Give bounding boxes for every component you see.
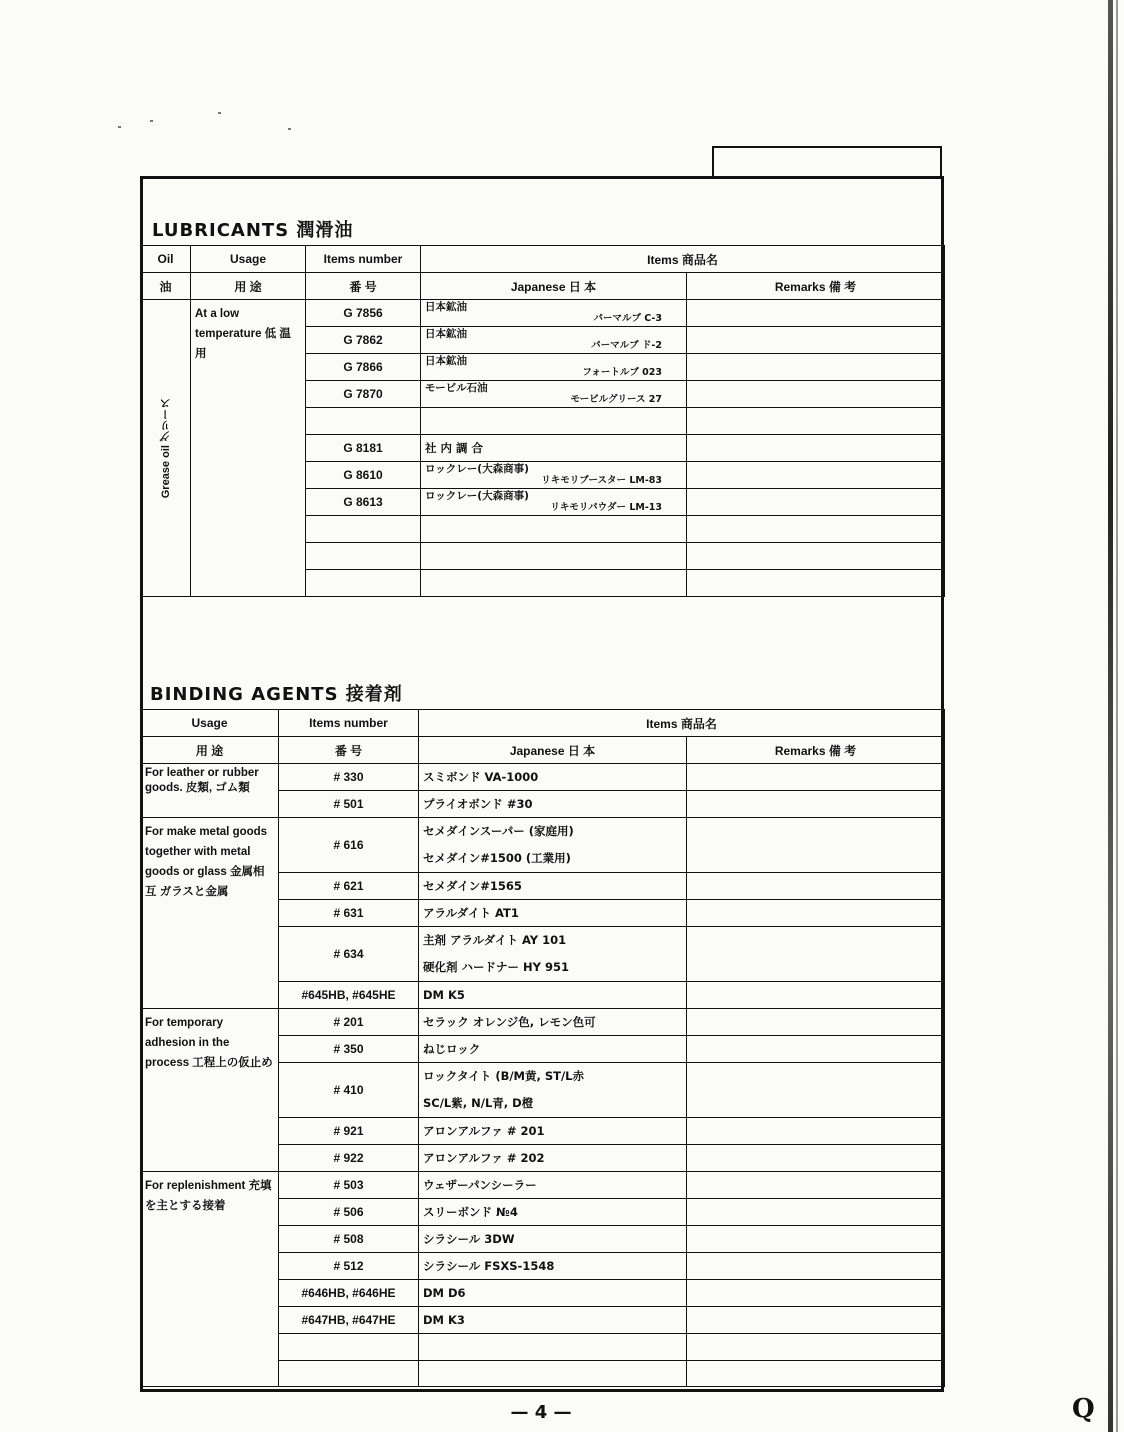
japanese-cell: セメダイン#1565 [419, 873, 687, 900]
lubricants-title: LUBRICANTS 潤滑油 [152, 220, 354, 241]
product: リキモリパウダー LM-13 [550, 502, 662, 513]
header-oil-jp: 油 [141, 273, 191, 300]
maker: 日本鉱油 [425, 301, 467, 313]
remarks-cell [687, 543, 945, 570]
usage-group-leather: For leather or rubber goods. 皮類, ゴム類 [141, 764, 279, 818]
scan-speck [150, 120, 153, 122]
maker: 日本鉱油 [425, 355, 467, 367]
remarks-cell [687, 1307, 945, 1334]
header-items-number-jp: 番 号 [279, 737, 419, 764]
item-number: # 330 [279, 764, 419, 791]
remarks-cell [687, 1280, 945, 1307]
remarks-cell [687, 1118, 945, 1145]
header-oil: Oil [141, 246, 191, 273]
item-number [306, 570, 421, 597]
header-items-number: Items number [306, 246, 421, 273]
japanese-cell: スリーボンド №4 [419, 1199, 687, 1226]
remarks-cell [687, 927, 945, 982]
header-items-number: Items number [279, 710, 419, 737]
item-number: # 501 [279, 791, 419, 818]
japanese-cell: アラルダイト AT1 [419, 900, 687, 927]
japanese-cell: アロンアルファ # 202 [419, 1145, 687, 1172]
item-number: G 8610 [306, 462, 421, 489]
japanese-cell [419, 1334, 687, 1361]
scan-edge-line [1116, 0, 1118, 1432]
remarks-cell [687, 900, 945, 927]
remarks-cell [687, 791, 945, 818]
japanese-cell: スミボンド VA-1000 [419, 764, 687, 791]
remarks-cell [687, 1199, 945, 1226]
remarks-cell [687, 408, 945, 435]
remarks-cell [687, 1145, 945, 1172]
page-number: — 4 — [510, 1402, 572, 1423]
item-number: # 921 [279, 1118, 419, 1145]
item-number: # 201 [279, 1009, 419, 1036]
item-number: G 8181 [306, 435, 421, 462]
japanese-line: SC/L紫, N/L青, D橙 [423, 1096, 534, 1110]
header-remarks: Remarks 備 考 [687, 737, 945, 764]
scan-speck [288, 128, 291, 130]
japanese-cell [419, 927, 687, 982]
japanese-cell [421, 381, 687, 408]
remarks-cell [687, 873, 945, 900]
japanese-cell [421, 462, 687, 489]
scan-edge [1108, 0, 1113, 1432]
usage-group-temporary: For temporary adhesion in the process 工程上の仮止め [141, 1009, 279, 1172]
corner-tab-box [712, 146, 942, 176]
japanese-cell [421, 354, 687, 381]
japanese-cell [421, 543, 687, 570]
japanese-cell: プライオボンド #30 [419, 791, 687, 818]
remarks-cell [687, 1253, 945, 1280]
item-number: # 503 [279, 1172, 419, 1199]
item-number: G 8613 [306, 489, 421, 516]
item-number: G 7862 [306, 327, 421, 354]
japanese-line: セメダインスーパー (家庭用) [423, 824, 574, 838]
item-number: G 7856 [306, 300, 421, 327]
remarks-cell [687, 1334, 945, 1361]
japanese-line: セメダイン#1500 (工業用) [423, 851, 571, 865]
maker: ロックレー(大森商事) [425, 463, 529, 475]
japanese-cell [421, 516, 687, 543]
remarks-cell [687, 1361, 945, 1387]
remarks-cell [687, 381, 945, 408]
binding-table [140, 709, 945, 1387]
item-number: # 410 [279, 1063, 419, 1118]
binding-title: BINDING AGENTS 接着剤 [150, 684, 403, 705]
item-number: # 512 [279, 1253, 419, 1280]
remarks-cell [687, 982, 945, 1009]
item-number [279, 1361, 419, 1387]
japanese-cell [419, 1361, 687, 1387]
japanese-cell: DM D6 [419, 1280, 687, 1307]
japanese-cell [419, 818, 687, 873]
japanese-cell [421, 408, 687, 435]
item-number [306, 408, 421, 435]
item-number: # 621 [279, 873, 419, 900]
item-number: G 7870 [306, 381, 421, 408]
remarks-cell [687, 354, 945, 381]
corner-handwritten-mark: Q [1072, 1394, 1095, 1424]
scan-speck [118, 126, 121, 128]
remarks-cell [687, 462, 945, 489]
remarks-cell [687, 327, 945, 354]
japanese-cell: 社 内 調 合 [421, 435, 687, 462]
remarks-cell [687, 435, 945, 462]
japanese-cell: シラシール FSXS-1548 [419, 1253, 687, 1280]
header-usage: Usage [191, 246, 306, 273]
item-number: # 508 [279, 1226, 419, 1253]
lubricants-table [140, 245, 945, 597]
japanese-cell: DM K5 [419, 982, 687, 1009]
maker: ロックレー(大森商事) [425, 490, 529, 502]
remarks-cell [687, 818, 945, 873]
oil-type-label: Grease oil グリース [159, 397, 172, 499]
maker: モービル石油 [425, 382, 488, 394]
header-usage: Usage [141, 710, 279, 737]
japanese-cell: ねじロック [419, 1036, 687, 1063]
item-number: # 922 [279, 1145, 419, 1172]
item-number [279, 1334, 419, 1361]
item-number: # 616 [279, 818, 419, 873]
remarks-cell [687, 1063, 945, 1118]
header-remarks: Remarks 備 考 [687, 273, 945, 300]
maker: 日本鉱油 [425, 328, 467, 340]
item-number: # 634 [279, 927, 419, 982]
product: モービルグリース 27 [570, 394, 662, 405]
remarks-cell [687, 1009, 945, 1036]
remarks-cell [687, 1172, 945, 1199]
remarks-cell [687, 300, 945, 327]
remarks-cell [687, 764, 945, 791]
header-japanese: Japanese 日 本 [421, 273, 687, 300]
scan-speck [218, 112, 221, 114]
header-items: Items 商品名 [421, 246, 945, 273]
usage-group-replenishment: For replenishment 充填を主とする接着 [141, 1172, 279, 1387]
product: リキモリブースター LM-83 [541, 475, 662, 486]
item-number: # 506 [279, 1199, 419, 1226]
header-usage-jp: 用 途 [191, 273, 306, 300]
japanese-cell [421, 570, 687, 597]
japanese-cell: DM K3 [419, 1307, 687, 1334]
item-number [306, 543, 421, 570]
oil-type-cell [141, 300, 191, 597]
remarks-cell [687, 570, 945, 597]
japanese-cell [419, 1063, 687, 1118]
header-items: Items 商品名 [419, 710, 945, 737]
usage-cell: At a low temperature 低 温 用 [191, 300, 306, 597]
header-japanese: Japanese 日 本 [419, 737, 687, 764]
product: パーマルブ C-3 [593, 313, 662, 324]
japanese-cell: アロンアルファ # 201 [419, 1118, 687, 1145]
remarks-cell [687, 489, 945, 516]
item-number: #647HB, #647HE [279, 1307, 419, 1334]
japanese-cell: シラシール 3DW [419, 1226, 687, 1253]
header-items-number-jp: 番 号 [306, 273, 421, 300]
japanese-cell: ウェザーパンシーラー [419, 1172, 687, 1199]
japanese-cell: セラック オレンジ色, レモン色可 [419, 1009, 687, 1036]
japanese-cell [421, 489, 687, 516]
item-number: #646HB, #646HE [279, 1280, 419, 1307]
usage-group-metal: For make metal goods together with metal goods or glass 金属相互 ガラスと金属 [141, 818, 279, 1009]
japanese-cell [421, 327, 687, 354]
item-number: # 631 [279, 900, 419, 927]
item-number: # 350 [279, 1036, 419, 1063]
item-number: #645HB, #645HE [279, 982, 419, 1009]
remarks-cell [687, 516, 945, 543]
japanese-line: 主剤 アラルダイト AY 101 [423, 933, 567, 947]
item-number [306, 516, 421, 543]
header-usage-jp: 用 途 [141, 737, 279, 764]
remarks-cell [687, 1036, 945, 1063]
japanese-line: ロックタイト (B/M黄, ST/L赤 [423, 1069, 585, 1083]
product: パーマルブ ド-2 [591, 340, 662, 351]
remarks-cell [687, 1226, 945, 1253]
product: フォートルブ 023 [582, 367, 662, 378]
japanese-cell [421, 300, 687, 327]
item-number: G 7866 [306, 354, 421, 381]
japanese-line: 硬化剤 ハードナー HY 951 [423, 960, 569, 974]
